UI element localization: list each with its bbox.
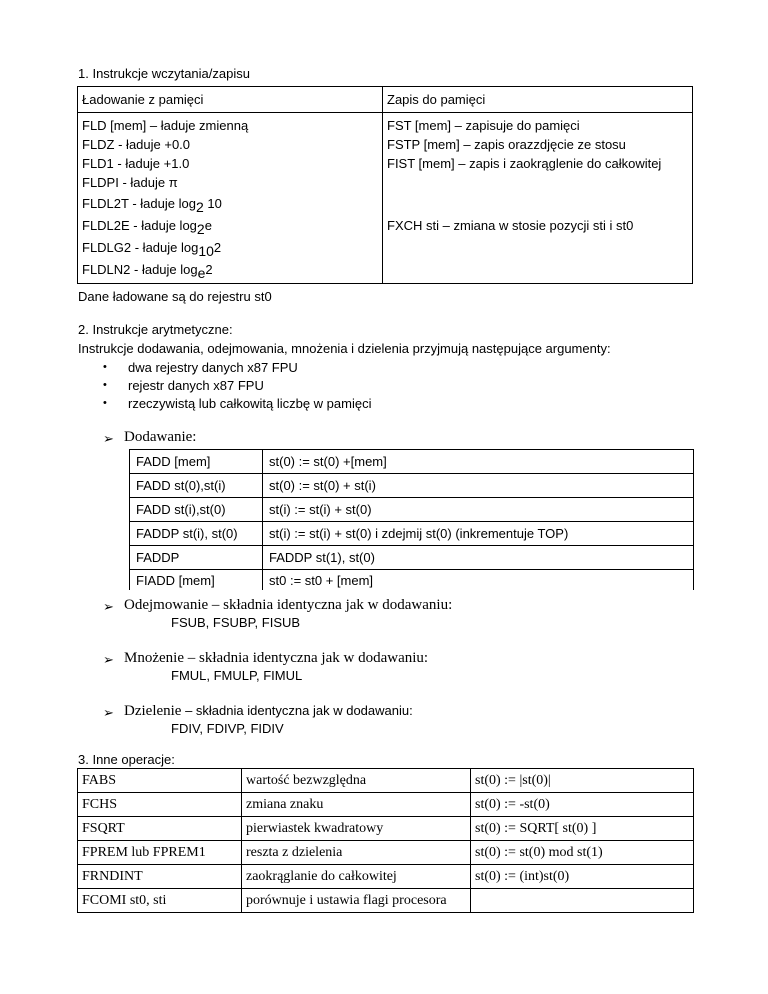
add-desc: st0 := st0 + [mem] <box>263 570 694 591</box>
op-effect: st(0) := st(0) mod st(1) <box>471 841 694 865</box>
table-row <box>78 793 694 817</box>
op-instr: FRNDINT <box>78 865 242 889</box>
bullet-item: rzeczywistą lub całkowitą liczbę w pamięci <box>128 396 372 411</box>
arrow-bullet-icon: ➢ <box>103 652 114 667</box>
table-row <box>130 522 694 546</box>
load-fldl2e: FLDL2E - ładuje log2e <box>82 218 212 237</box>
table-row <box>78 769 694 793</box>
section1-heading: 1. Instrukcje wczytania/zapisu <box>78 66 250 81</box>
store-header: Zapis do pamięci <box>383 87 693 113</box>
store-fst: FST [mem] – zapisuje do pamięci <box>387 118 580 133</box>
mul-ops: FMUL, FMULP, FIMUL <box>171 668 303 683</box>
table-row <box>130 546 694 570</box>
section2-heading: 2. Instrukcje arytmetyczne: <box>78 322 233 337</box>
op-effect: st(0) := (int)st(0) <box>471 865 694 889</box>
add-title: Dodawanie: <box>124 429 197 445</box>
load-fldlg2: FLDLG2 - ładuje log102 <box>82 240 222 259</box>
bullet-item: rejestr danych x87 FPU <box>128 378 264 393</box>
load-fldln2: FLDLN2 - ładuje loge2 <box>82 262 213 281</box>
op-instr: FCOMI st0, sti <box>78 889 242 913</box>
table-row <box>78 817 694 841</box>
load-fldz: FLDZ - ładuje +0.0 <box>82 137 191 152</box>
op-instr: FCHS <box>78 793 242 817</box>
arrow-bullet-icon: ➢ <box>103 431 114 446</box>
load-fldpi: FLDPI - ładuje π <box>82 175 178 190</box>
table-row <box>130 474 694 498</box>
op-effect <box>471 889 694 913</box>
load-fldl2t: FLDL2T - ładuje log2 10 <box>82 196 222 215</box>
add-desc: st(i) := st(i) + st(0) <box>263 498 694 522</box>
op-desc: wartość bezwzględna <box>242 769 471 793</box>
div-title: Dzielenie – składnia identyczna jak w dodawaniu: <box>124 703 413 719</box>
add-instr: FADD st(i),st(0) <box>130 498 263 522</box>
bullet-icon: • <box>103 379 107 391</box>
add-desc: st(0) := st(0) +[mem] <box>263 450 694 474</box>
arrow-bullet-icon: ➢ <box>103 599 114 614</box>
add-desc: st(i) := st(i) + st(0) i zdejmij st(0) (inkrementuje TOP) <box>263 522 694 546</box>
bullet-icon: • <box>103 361 107 373</box>
sub-title: Odejmowanie – składnia identyczna jak w dodawaniu: <box>124 597 453 613</box>
op-desc: pierwiastek kwadratowy <box>242 817 471 841</box>
section2-intro: Instrukcje dodawania, odejmowania, mnożenia i dzielenia przyjmują następujące argumenty: <box>78 341 611 356</box>
load-cell <box>78 113 383 284</box>
op-instr: FPREM lub FPREM1 <box>78 841 242 865</box>
table-row <box>130 570 694 591</box>
op-effect: st(0) := SQRT[ st(0) ] <box>471 817 694 841</box>
load-fld: FLD [mem] – ładuje zmienną <box>82 118 249 133</box>
table-row <box>78 889 694 913</box>
op-desc: zmiana znaku <box>242 793 471 817</box>
add-instr: FADD st(0),st(i) <box>130 474 263 498</box>
section1-note: Dane ładowane są do rejestru st0 <box>78 289 272 304</box>
other-ops-table <box>77 768 694 913</box>
op-instr: FABS <box>78 769 242 793</box>
table-row <box>130 450 694 474</box>
op-desc: zaokrąglanie do całkowitej <box>242 865 471 889</box>
table-row <box>78 841 694 865</box>
bullet-icon: • <box>103 397 107 409</box>
add-desc: st(0) := st(0) + st(i) <box>263 474 694 498</box>
op-instr: FSQRT <box>78 817 242 841</box>
store-fist: FIST [mem] – zapis i zaokrąglenie do całkowitej <box>387 156 662 171</box>
sub-ops: FSUB, FSUBP, FISUB <box>171 615 301 630</box>
op-desc: reszta z dzielenia <box>242 841 471 865</box>
load-header: Ładowanie z pamięci <box>78 87 383 113</box>
op-effect: st(0) := |st(0)| <box>471 769 694 793</box>
load-store-table <box>77 86 693 284</box>
bullet-item: dwa rejestry danych x87 FPU <box>128 360 298 375</box>
section3-heading: 3. Inne operacje: <box>78 752 175 767</box>
table-row <box>78 865 694 889</box>
add-instr: FADD [mem] <box>130 450 263 474</box>
load-fld1: FLD1 - ładuje +1.0 <box>82 156 190 171</box>
store-fstp: FSTP [mem] – zapis orazzdjęcie ze stosu <box>387 137 626 152</box>
add-desc: FADDP st(1), st(0) <box>263 546 694 570</box>
mul-title: Mnożenie – składnia identyczna jak w dodawaniu: <box>124 650 429 666</box>
store-fxch: FXCH sti – zmiana w stosie pozycji sti i st0 <box>387 218 634 233</box>
arrow-bullet-icon: ➢ <box>103 705 114 720</box>
add-instr: FIADD [mem] <box>130 570 263 591</box>
add-instr: FADDP <box>130 546 263 570</box>
op-effect: st(0) := -st(0) <box>471 793 694 817</box>
op-desc: porównuje i ustawia flagi procesora <box>242 889 471 913</box>
addition-table <box>129 449 694 590</box>
store-cell <box>383 113 693 284</box>
add-instr: FADDP st(i), st(0) <box>130 522 263 546</box>
div-ops: FDIV, FDIVP, FIDIV <box>171 721 284 736</box>
table-row <box>130 498 694 522</box>
